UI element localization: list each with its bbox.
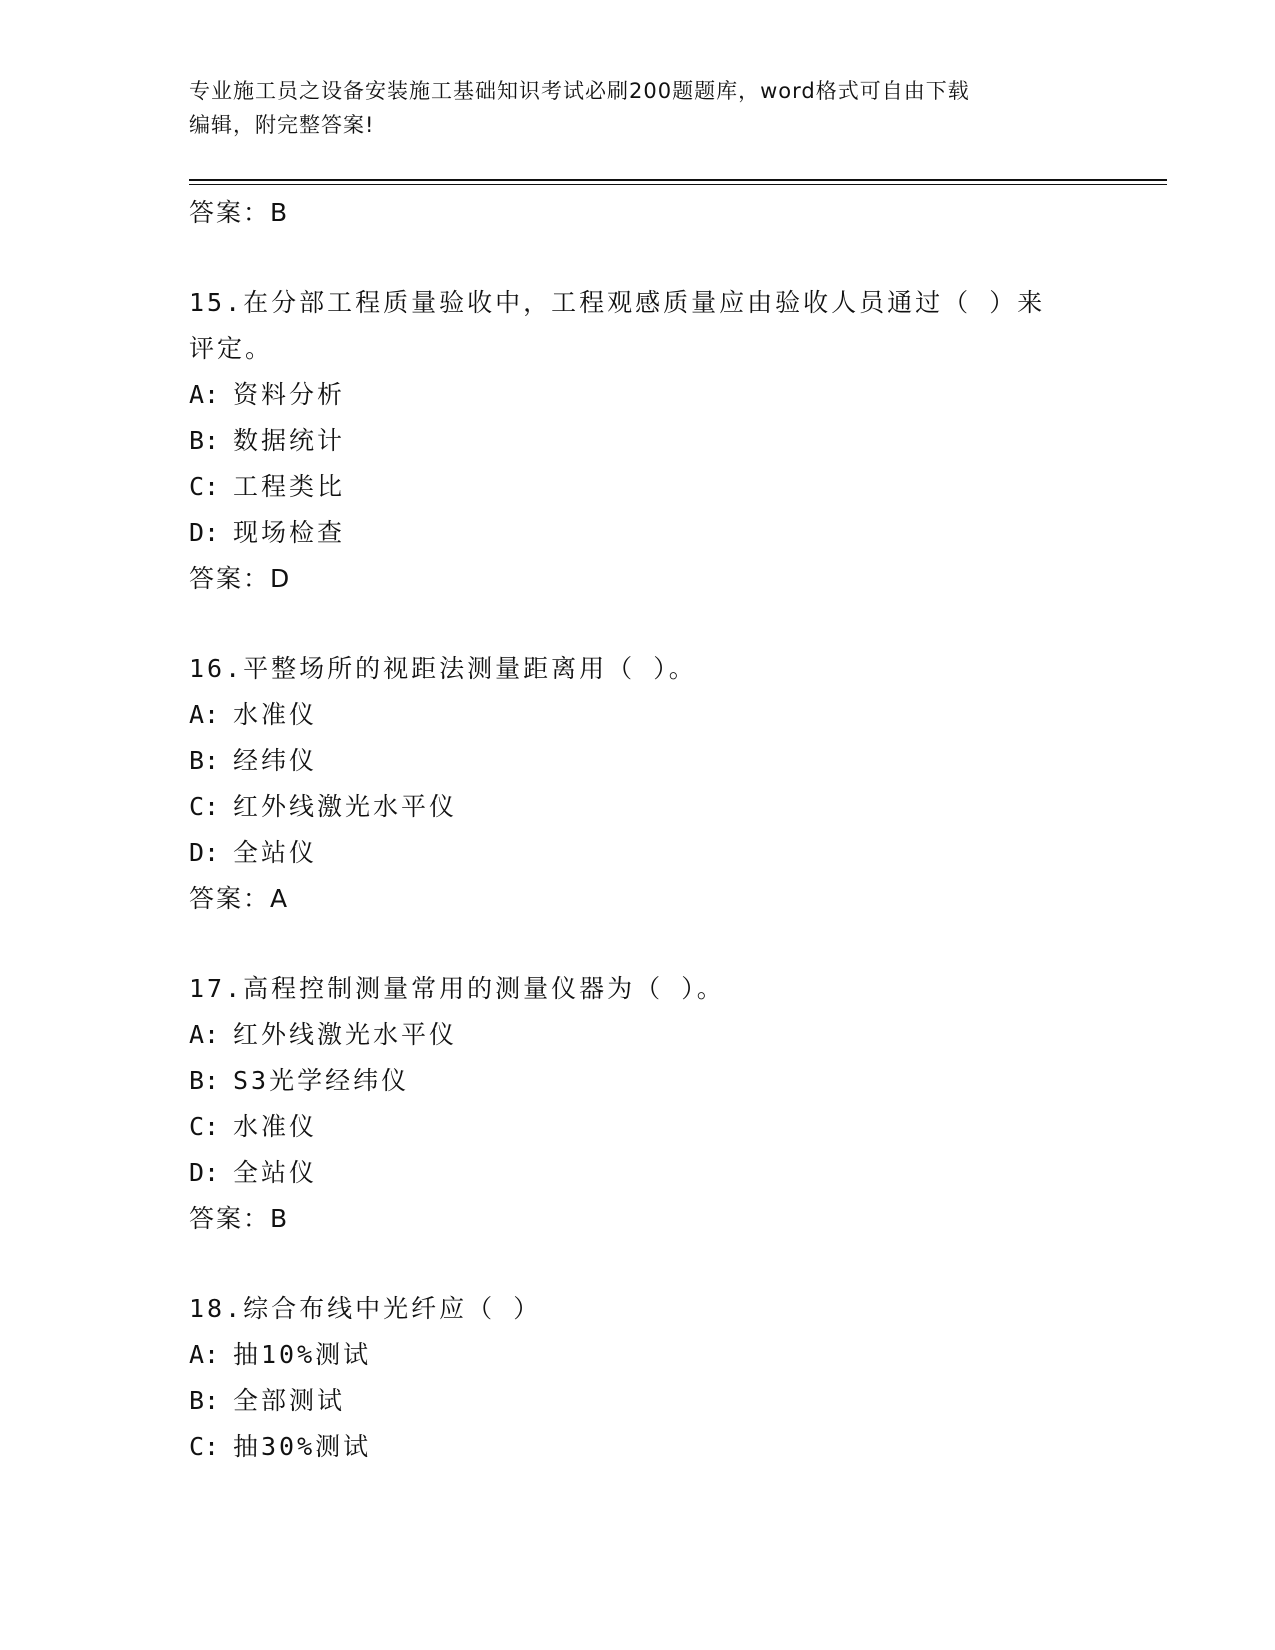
- option-text: 工程类比: [233, 472, 346, 501]
- answer-label: 答案：: [189, 198, 271, 227]
- answer-value: D: [270, 564, 290, 593]
- answer-label: 答案：: [189, 884, 271, 913]
- question-text: 15.在分部工程质量验收中，工程观感质量应由验收人员通过（ ）来: [189, 288, 1046, 317]
- option-text: 抽30%测试: [233, 1432, 372, 1461]
- option-text: 全部测试: [233, 1386, 346, 1415]
- option-b: [189, 1378, 1089, 1424]
- option-text: 红外线激光水平仪: [233, 792, 458, 821]
- answer-line: [189, 190, 1089, 236]
- option-text: 经纬仪: [233, 746, 318, 775]
- question-text: 17.高程控制测量常用的测量仪器为（ ）。: [189, 974, 725, 1003]
- option-key: D:: [189, 1158, 220, 1187]
- header-rule-thin: [189, 184, 1167, 185]
- option-text: 红外线激光水平仪: [233, 1020, 458, 1049]
- option-c: [189, 1424, 1089, 1470]
- option-d: [189, 1150, 1089, 1196]
- option-key: A:: [189, 700, 220, 729]
- option-c: [189, 784, 1089, 830]
- document-header: [189, 74, 1069, 142]
- option-text: 现场检查: [233, 518, 346, 547]
- option-a: [189, 1332, 1089, 1378]
- option-text: 抽10%测试: [233, 1340, 372, 1369]
- question-list: [189, 190, 1089, 1470]
- option-key: C:: [189, 472, 220, 501]
- option-a: [189, 692, 1089, 738]
- answer-line: [189, 556, 1089, 602]
- answer-value: B: [270, 1204, 288, 1233]
- answer-label: 答案：: [189, 1204, 271, 1233]
- answer-label: 答案：: [189, 564, 271, 593]
- option-b: [189, 418, 1089, 464]
- option-text: 全站仪: [233, 838, 318, 867]
- option-key: C:: [189, 1432, 220, 1461]
- question-text: 18.综合布线中光纤应（ ）: [189, 1294, 542, 1323]
- option-key: A:: [189, 1340, 220, 1369]
- question-block: [189, 646, 1089, 922]
- option-text: S3光学经纬仪: [233, 1066, 410, 1095]
- option-a: [189, 372, 1089, 418]
- question-text: 16.平整场所的视距法测量距离用（ ）。: [189, 654, 697, 683]
- option-a: [189, 1012, 1089, 1058]
- option-key: B:: [189, 746, 220, 775]
- option-key: C:: [189, 792, 220, 821]
- option-key: B:: [189, 1386, 220, 1415]
- option-b: [189, 1058, 1089, 1104]
- option-c: [189, 1104, 1089, 1150]
- header-title-line-1: 专业施工员之设备安装施工基础知识考试必刷200题题库，word格式可自由下载: [189, 79, 970, 103]
- option-b: [189, 738, 1089, 784]
- answer-value: A: [270, 884, 288, 913]
- option-text: 资料分析: [233, 380, 346, 409]
- question-block: [189, 280, 1089, 602]
- option-key: C:: [189, 1112, 220, 1141]
- option-key: D:: [189, 838, 220, 867]
- option-text: 水准仪: [233, 700, 318, 729]
- option-text: 全站仪: [233, 1158, 318, 1187]
- option-key: A:: [189, 380, 220, 409]
- option-text: 数据统计: [233, 426, 346, 455]
- option-key: D:: [189, 518, 220, 547]
- answer-value: B: [270, 198, 288, 227]
- question-block: [189, 966, 1089, 1242]
- header-rule-thick: [189, 179, 1167, 181]
- option-d: [189, 510, 1089, 556]
- option-key: A:: [189, 1020, 220, 1049]
- option-key: B:: [189, 1066, 220, 1095]
- question-text-continued: 评定。: [189, 334, 274, 363]
- answer-line: [189, 1196, 1089, 1242]
- option-d: [189, 830, 1089, 876]
- option-key: B:: [189, 426, 220, 455]
- header-title-line-2: 编辑，附完整答案!: [189, 113, 375, 137]
- answer-line: [189, 876, 1089, 922]
- option-c: [189, 464, 1089, 510]
- question-block: [189, 1286, 1089, 1470]
- option-text: 水准仪: [233, 1112, 318, 1141]
